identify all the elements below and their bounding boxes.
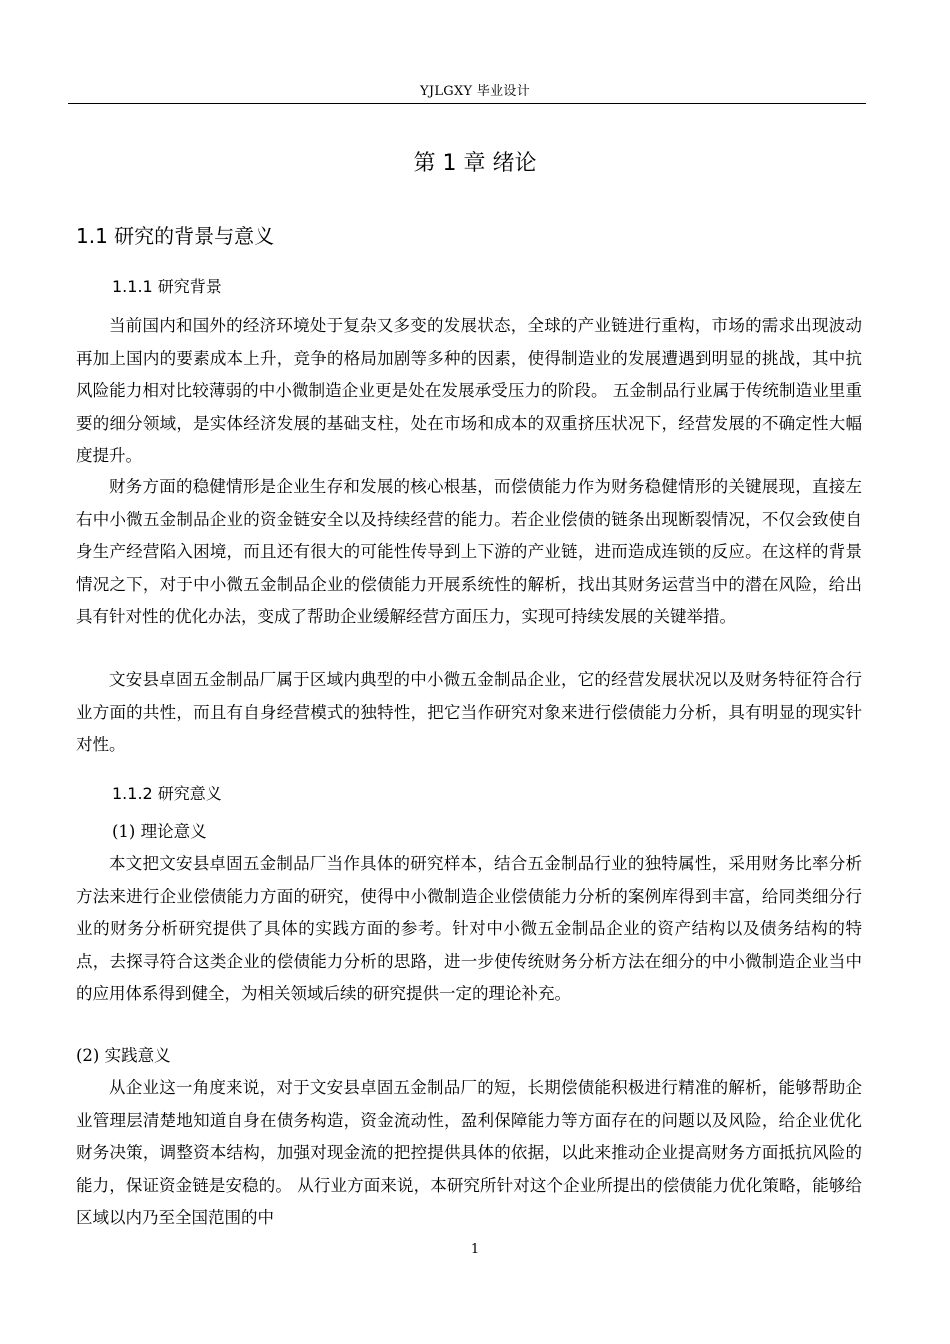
- page-number: 1: [470, 1242, 480, 1257]
- page-header: YJLGXY 毕业设计: [419, 84, 531, 99]
- paragraph-theory-significance: 本文把文安县卓固五金制品厂当作具体的研究样本，结合五金制品行业的独特属性，采用财务比率分析方法来进行企业偿债能力方面的研究，使得中小微制造企业偿债能力分析的案例库得到丰富，给同类细分行业的财务分析研究提供了具体的实践方面的参考。针对中小微五金制品企业的资产结构以及债务结构的特点，去探寻符合这类企业的偿债能力分析的思路，进一步使传统财务分析方法在细分的中小微制造企业当中的应用体系得到健全，为相关领域后续的研究提供一定的理论补充。: [76, 854, 862, 1003]
- paragraph-background-1: 当前国内和国外的经济环境处于复杂又多变的发展状态，全球的产业链进行重构，市场的需求出现波动再加上国内的要素成本上升，竞争的格局加剧等多种的因素，使得制造业的发展遭遇到明显的挑战，其中抗风险能力相对比较薄弱的中小微制造企业更是处在发展承受压力的阶段。 五金制品行业属于传统制造业里重要的细分领域，是实体经济发展的基础支柱，处在市场和成本的双重挤压状况下，经营发展的不确定性大幅度提升。: [76, 316, 862, 465]
- header-rule: [68, 103, 866, 104]
- section-heading-1-1: 1.1 研究的背景与意义: [76, 224, 275, 248]
- paragraph-background-2: 财务方面的稳健情形是企业生存和发展的核心根基，而偿债能力作为财务稳健情形的关键展现，直接左右中小微五金制品企业的资金链安全以及持续经营的能力。若企业偿债的链条出现断裂情况，不仅会致使自身生产经营陷入困境，而且还有很大的可能性传导到上下游的产业链，进而造成连锁的反应。在这样的背景情况之下，对于中小微五金制品企业的偿债能力开展系统性的解析，找出其财务运营当中的潜在风险，给出具有针对性的优化办法，变成了帮助企业缓解经营方面压力，实现可持续发展的关键举措。: [76, 477, 862, 626]
- section-heading-1-1-1: 1.1.1 研究背景: [112, 277, 222, 296]
- theory-significance-label: (1) 理论意义: [112, 822, 207, 841]
- practice-significance-label: (2) 实践意义: [76, 1046, 171, 1065]
- chapter-title: 第 1 章 绪论: [413, 151, 537, 176]
- paragraph-practice-significance: 从企业这一角度来说，对于文安县卓固五金制品厂的短，长期偿债能积极进行精准的解析，能够帮助企业管理层清楚地知道自身在债务构造，资金流动性，盈利保障能力等方面存在的问题以及风险，给企业优化财务决策，调整资本结构，加强对现金流的把控提供具体的依据，以此来推动企业提高财务方面抵抗风险的能力，保证资金链是安稳的。 从行业方面来说，本研究所针对这个企业所提出的偿债能力优化策略，能够给区域以内乃至全国范围的中: [76, 1078, 862, 1227]
- paragraph-background-3: 文安县卓固五金制品厂属于区域内典型的中小微五金制品企业，它的经营发展状况以及财务特征符合行业方面的共性，而且有自身经营模式的独特性，把它当作研究对象来进行偿债能力分析，具有明显的现实针对性。: [76, 670, 862, 754]
- section-heading-1-1-2: 1.1.2 研究意义: [112, 784, 222, 803]
